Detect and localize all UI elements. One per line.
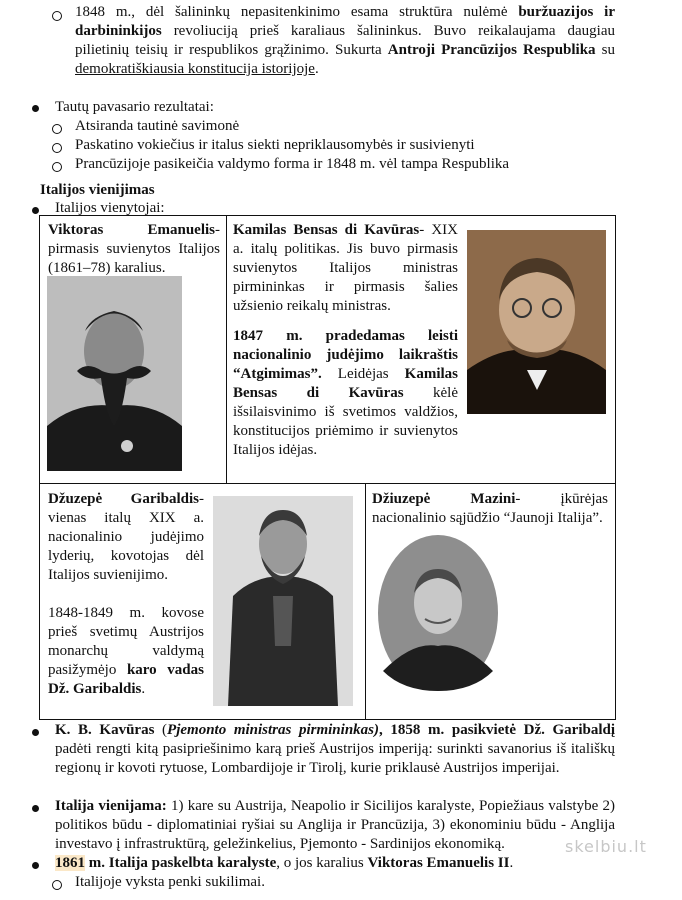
intro-paragraph: 1848 m., dėl šalininkų nepasitenkinimo esama struktūra nulėmė buržuazijos ir darbininkijos revoliuciją prieš karaliaus šalininkus. Buvo reikalaujama daugiau pilietinių teisių ir respublikos grąžinimo. Sukurta Antroji Prancūzijos Respublika su demokratiškiausia konstitucija istorijoje. — [75, 4, 615, 77]
kavuras-cell-text: Kamilas Bensas di Kavūras- XIX a. italų politikas. Jis buvo pirmasis suvienytos Italijos ministras pirmininkas ir pirmasis šalies užsienio reikalų ministras. — [233, 222, 458, 314]
sub-bullet — [52, 11, 62, 21]
garibaldis-portrait — [213, 496, 353, 706]
sub-bullet — [52, 143, 62, 153]
table-divider — [365, 483, 366, 720]
bullet — [32, 862, 39, 869]
result-item: Prancūzijoje pasikeičia valdymo forma ir 1848 m. vėl tampa Respublika — [75, 156, 510, 172]
viktoras-portrait — [47, 276, 182, 471]
viktoras-cell-text: Viktoras Emanuelis- pirmasis suvienytos Italijos (1861–78) karalius. — [48, 222, 220, 276]
result-item: Paskatino vokiečius ir italus siekti nepriklausomybės ir susivienyti — [75, 137, 475, 153]
table-divider — [226, 215, 227, 483]
kavuras-paragraph: K. B. Kavūras (Pjemonto ministras pirmininkas), 1858 m. pasikvietė Dž. Garibaldį padėti rengti kitą pasipriešinimo karą prieš Austrijos imperiją: surinkti savanorius iš itališkų regionų ir kovoti rytuose, Lombardijoje ir Tirolį, kurie priklausė Austrijos imperijai. — [55, 722, 616, 776]
bullet — [32, 729, 39, 736]
kingdom-paragraph: 1861 m. Italija paskelbta karalyste, o jos karalius Viktoras Emanuelis II. — [55, 855, 514, 871]
result-item: Atsiranda tautinė savimonė — [75, 118, 240, 134]
mazini-cell-text: Džiuzepė Mazini- įkūrėjas nacionalinio sąjūdžio “Jaunoji Italija”. — [372, 491, 609, 526]
mazini-portrait — [373, 531, 503, 694]
unification-paragraph: Italija vienijama: 1) kare su Austrija, Neapolio ir Sicilijos karalyste, Popiežiaus valstybe 2) politikos būdu - diplomatiniai ryšiai su Anglija ir Prancūzija, 3) ekonominiu būdu - Anglija investavo į infrastruktūrą, geležinkelius, Pjemonto - Sardinijos ekonomiką. — [55, 798, 615, 852]
section-heading: Italijos vienijimas — [40, 182, 155, 198]
kavuras-cell-text-2: 1847 m. pradedamas leisti nacionalinio judėjimo laikraštis “Atgimimas”. Leidėjas Kamilas Bensas di Kavūras kėlė išsilaisvinimo iš svetimos valdžios, konstitucijos priėmimo ir suvienytos Italijos idėjas. — [233, 328, 458, 458]
sub-bullet — [52, 162, 62, 172]
table-divider — [39, 483, 616, 484]
uniters-label: Italijos vienytojai: — [55, 200, 165, 216]
garibaldis-cell-text-2: 1848-1849 m. kovose prieš svetimų Austrijos monarchų valdymą pasižymėjo karo vadas Dž. Garibaldis. — [48, 605, 204, 697]
bullet — [32, 207, 39, 214]
kavuras-portrait — [467, 230, 606, 414]
results-label: Tautų pavasario rezultatai: — [55, 99, 214, 115]
garibaldis-cell-text: Džuzepė Garibaldis- vienas italų XIX a. nacionalinio judėjimo lyderių, kovotojas dėl Italijos suvienijimo. — [48, 491, 204, 583]
sub-bullet — [52, 880, 62, 890]
sub-bullet — [52, 124, 62, 134]
watermark: skelbiu.lt — [565, 837, 647, 856]
bullet — [32, 805, 39, 812]
uprisings-item: Italijoje vyksta penki sukilimai. — [75, 874, 265, 890]
bullet — [32, 105, 39, 112]
